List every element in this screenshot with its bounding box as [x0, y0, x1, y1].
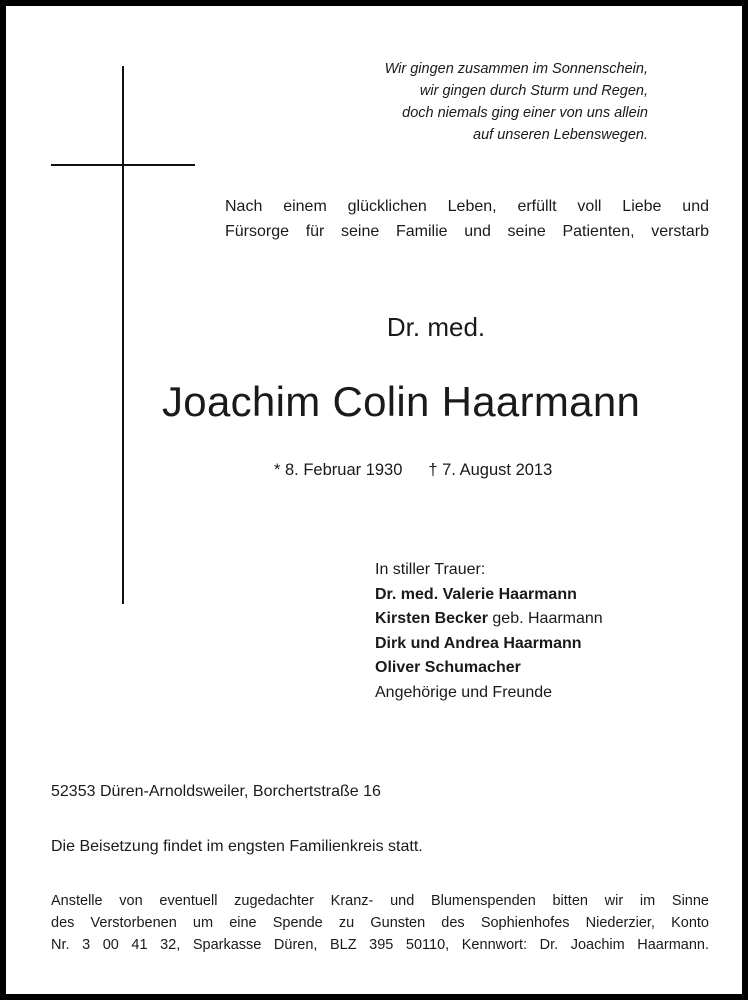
intro-line: Fürsorge für seine Familie und seine Patienten, verstarb: [225, 223, 709, 240]
deceased-name: Joachim Colin Haarmann: [162, 378, 641, 425]
poem-line: Wir gingen zusammen im Sonnenschein,: [384, 61, 648, 77]
poem-line: wir gingen durch Sturm und Regen,: [419, 83, 648, 99]
mourners-closing: Angehörige und Freunde: [375, 683, 553, 701]
mourners-block: [375, 558, 603, 705]
mourner-name-bold: Dirk und Andrea Haarmann: [375, 634, 582, 652]
mourner-name-bold: Kirsten Becker: [375, 610, 488, 627]
donation-line: des Verstorbenen um eine Spende zu Gunsten des Sophienhofes Niederzier, Konto: [51, 915, 709, 931]
mourner-name-bold: Oliver Schumacher: [375, 659, 521, 676]
funeral-note: Die Beisetzung findet im engsten Familienkreis statt.: [51, 838, 423, 855]
donation-line: Anstelle von eventuell zugedachter Kranz- und Blumenspenden bitten wir im Sinne: [51, 893, 709, 909]
academic-title: Dr. med.: [386, 312, 486, 342]
donation-line: Nr. 3 00 41 32, Sparkasse Düren, BLZ 395 50110, Kennwort: Dr. Joachim Haarmann.: [51, 937, 709, 953]
intro-line: Nach einem glücklichen Leben, erfüllt voll Liebe und: [225, 198, 709, 215]
intro-text: [225, 194, 709, 244]
mourner-name: [375, 656, 603, 681]
mourner-name: [375, 583, 603, 608]
donation-note: [51, 890, 709, 956]
poem: [385, 58, 648, 146]
mourner-name-suffix: geb. Haarmann: [487, 610, 603, 627]
life-dates: [274, 461, 552, 480]
mourners-heading: In stiller Trauer:: [375, 561, 486, 578]
cross-horizontal-bar: [51, 164, 195, 166]
address: 52353 Düren-Arnoldsweiler, Borchertstraße 16: [51, 783, 381, 800]
death-date: † 7. August 2013: [428, 461, 553, 479]
mourner-name-bold: Dr. med. Valerie Haarmann: [375, 585, 577, 603]
poem-line: doch niemals ging einer von uns allein: [402, 105, 648, 121]
birth-date: * 8. Februar 1930: [274, 461, 403, 479]
mourner-name: [375, 632, 603, 657]
poem-line: auf unseren Lebenswegen.: [473, 127, 648, 143]
mourner-name: [375, 607, 603, 632]
